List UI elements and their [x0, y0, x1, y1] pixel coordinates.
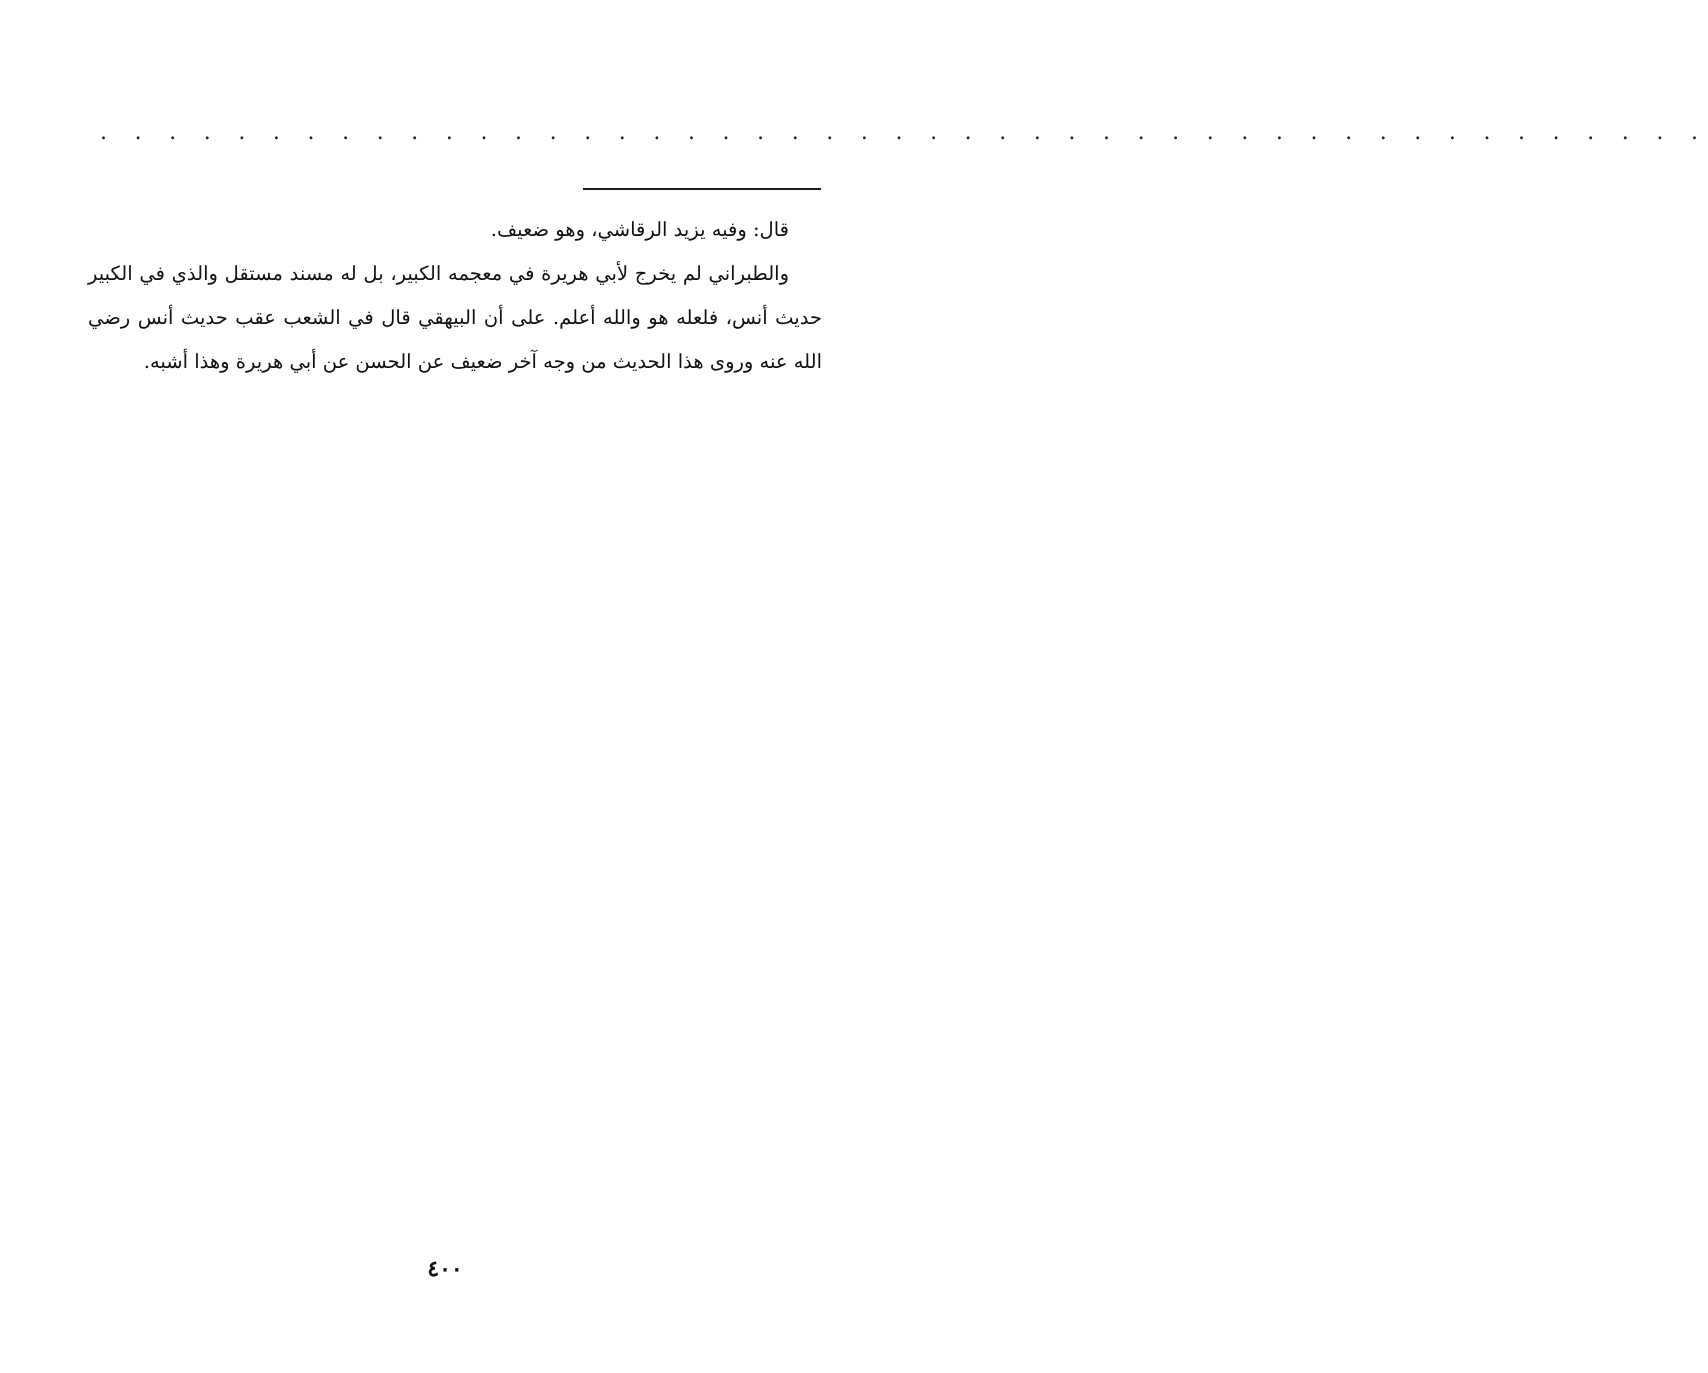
- paragraph-2: والطبراني لم يخرج لأبي هريرة في معجمه الكبير، بل له مسند مستقل والذي في الكبير حديث أنس، فلعله هو والله أعلم. على أن البيهقي قال في الشعب عقب حديث أنس رضي الله عنه وروى هذا الحديث من وجه آخر ضعيف عن الحسن عن أبي هريرة وهذا أشبه.: [88, 262, 822, 373]
- footnote-rule: [583, 188, 821, 190]
- paragraph-1: قال: وفيه يزيد الرقاشي، وهو ضعيف.: [490, 218, 789, 241]
- page-number: ٤٠٠: [427, 1256, 463, 1282]
- dotted-separator: . . . . . . . . . . . . . . . . . . . . . . . . . . . . . . . . . . . . . . . . . . . . . . .: [100, 120, 1708, 145]
- footnote-text: [88, 208, 822, 384]
